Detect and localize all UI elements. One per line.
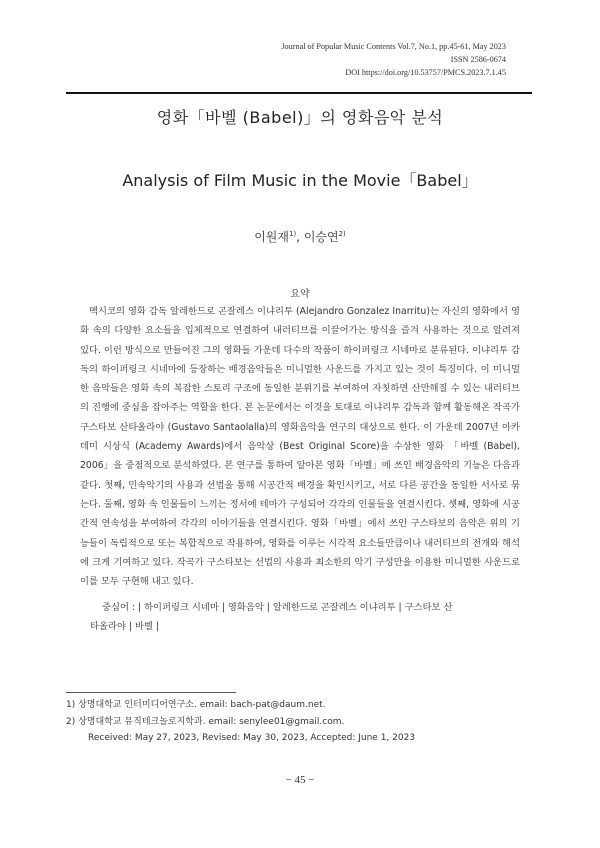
- author-2-name: 이승연: [303, 230, 339, 244]
- keywords: [80, 598, 520, 637]
- keywords-line-1: 중심어 : | 하이퍼링크 시네마 | 영화음악 | 알레한드로 곤잘레스 이냐리투 | 구스타보 산: [102, 602, 453, 613]
- journal-citation: Journal of Popular Music Contents Vol.7, No.1, pp.45-61, May 2023: [281, 42, 506, 51]
- footnote-rule: [66, 692, 236, 693]
- title-korean: 영화「바벨 (Babel)」의 영화음악 분석: [156, 108, 444, 127]
- author-1-mark: 1): [288, 230, 297, 238]
- journal-info: [281, 40, 506, 79]
- footnote-1: 1) 상명대학교 인터미디어연구소. email: bach-pat@daum.net.: [66, 700, 326, 710]
- author-separator: ,: [296, 230, 304, 244]
- page-number: − 45 −: [285, 774, 315, 786]
- journal-issn: ISSN 2586-0674: [450, 55, 506, 64]
- header-rule: [66, 92, 532, 94]
- author-list: [0, 228, 600, 245]
- author-2-mark: 2): [338, 230, 346, 238]
- title-english: Analysis of Film Music in the Movie「Babel」: [122, 171, 478, 190]
- abstract-paragraph: 멕시코의 영화 감독 알레한드로 곤잘레스 이냐리투 (Alejandro Gonzalez Inarritu)는 자신의 영화에서 영화 속의 다양한 요소들을 입체적으로 연결하여 내러티브를 이끌어가는 방식을 즐겨 사용하는 것으로 알려져 있다. 이런 방식으로 만들어진 그의 영화들 가운데 다수의 작품이 하이퍼링크 시네마로 분류된다. 이냐리투 감독의 하이퍼링크 시네마에 등장하는 배경음악들은 미니멀한 사운드를 가지고 있는 것이 특징이다. 이 미니멀한 음악들은 영화 속의 복잡한 스토리 구조에 동일한 분위기를 부여하여 자칫하면 산만해질 수 있는 내러티브의 진행에 중심을 잡아주는 역할을 한다. 본 논문에서는 이것을 토대로 이냐리투 감독과 함께 활동해온 작곡가 구스타보 산타올라야 (Gustavo Santaolalla)의 영화음악을 연구의 대상으로 한다. 이 가운데 2007년 아카데미 시상식 (Academy Awards)에서 음악상 (Best Original Score)을 수상한 영화 「바벨 (Babel), 2006」을 중점적으로 분석하였다. 본 연구를 통하여 알아본 영화「바벨」에 쓰인 배경음악의 기능은 다음과 같다. 첫째, 민속악기의 사용과 선법을 통해 시공간적 배경을 확인시키고, 서로 다른 공간을 동일한 서사로 묶는다. 둘째, 영화 속 인물들이 느끼는 정서에 테마가 구성되어 각각의 인물들을 연결시킨다. 셋째, 영화에 시공간적 연속성을 부여하여 각각의 이야기들을 연결시킨다. 영화「바벨」에서 쓰인 구스타보의 음악은 위의 기능들이 독립적으로 또는 복합적으로 작용하여, 영화를 이루는 시각적 요소들만큼이나 내러티브의 전개와 해석에 크게 기여하고 있다. 작곡가 구스타보는 선법의 사용과 최소한의 악기 구성만을 이용한 미니멀한 사운드로 이를 모두 구현해 내고 있다.: [80, 306, 520, 588]
- journal-doi: DOI https://doi.org/10.53757/PMCS.2023.7.1.45: [345, 68, 506, 77]
- footnotes: [66, 697, 415, 747]
- footnote-2: 2) 상명대학교 뮤직테크놀로지학과. email: senylee01@gmail.com.: [66, 716, 345, 727]
- keywords-line-2: 타올라야 | 바벨 |: [90, 621, 160, 633]
- received-dates: Received: May 27, 2023, Revised: May 30, 2023, Accepted: June 1, 2023: [88, 733, 416, 743]
- author-1-name: 이원재: [254, 230, 289, 244]
- abstract-heading: 요약: [290, 289, 310, 300]
- abstract-body: [80, 302, 520, 591]
